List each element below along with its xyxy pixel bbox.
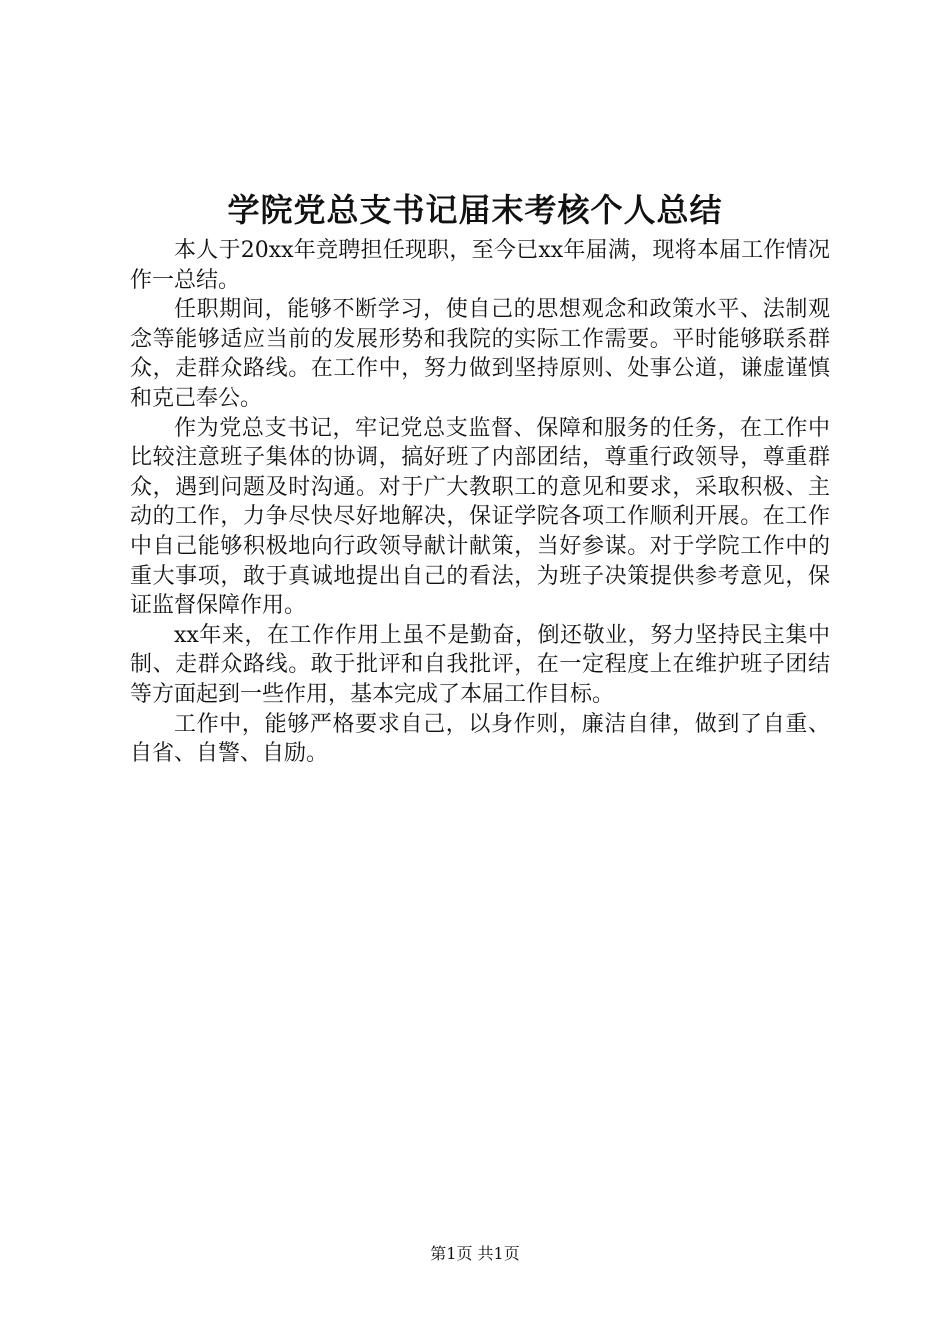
paragraph-1: 本人于20xx年竞聘担任现职，至今已xx年届满，现将本届工作情况作一总结。 [130, 238, 830, 293]
paragraph-3: 作为党总支书记，牢记党总支监督、保障和服务的任务，在工作中比较注意班子集体的协调，搞好班了内部团结，尊重行政领导，尊重群众，遇到问题及时沟通。对于广大教职工的意见和要求，采取积极、主动的工作，力争尽快尽好地解决，保证学院各项工作顺利开展。在工作中自己能够积极地向行政领导献计献策，当好参谋。对于学院工作中的重大事项，敢于真诚地提出自己的看法，为班子决策提供参考意见，保证监督保障作用。 [130, 415, 830, 619]
paragraph-4: xx年来，在工作作用上虽不是勤奋，倒还敬业，努力坚持民主集中制、走群众路线。敢于批评和自我批评，在一定程度上在维护班子团结等方面起到一些作用，基本完成了本届工作目标。 [130, 622, 830, 707]
document-title: 学院党总支书记届末考核个人总结 [227, 191, 723, 229]
document-body [130, 236, 830, 769]
paragraph-5: 工作中，能够严格要求自己，以身作则，廉洁自律，做到了自重、自省、自警、自励。 [130, 711, 830, 767]
page-number-footer: 第1页 共1页 [430, 1244, 520, 1263]
paragraph-2: 任职期间，能够不断学习，使自己的思想观念和政策水平、法制观念等能够适应当前的发展形势和我院的实际工作需要。平时能够联系群众，走群众路线。在工作中，努力做到坚持原则、处事公道，谦虚谨慎和克己奉公。 [130, 297, 830, 411]
